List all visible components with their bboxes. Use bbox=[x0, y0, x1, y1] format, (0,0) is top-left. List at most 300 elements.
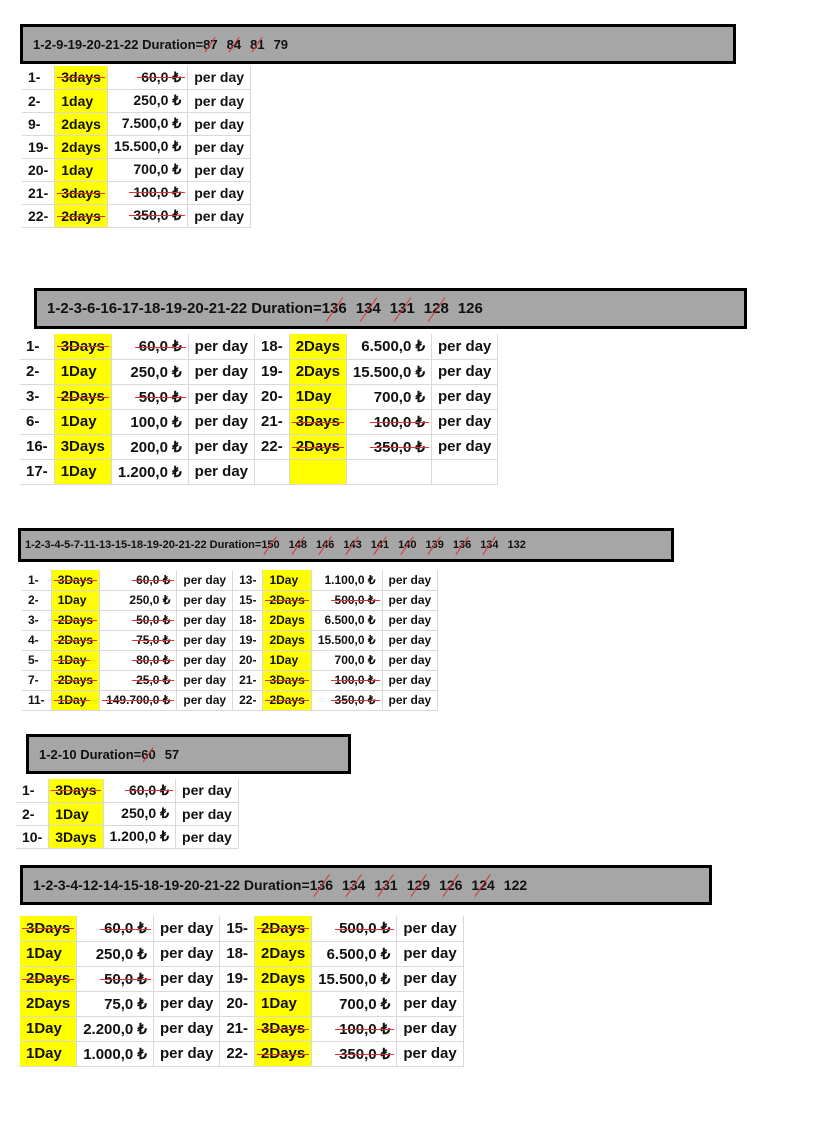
row-number-cell bbox=[233, 670, 263, 690]
duration-value: 81 bbox=[250, 36, 265, 52]
days-value-cell bbox=[263, 670, 311, 690]
price-value: 700,0 ₺ bbox=[373, 388, 426, 406]
duration-value: 139 bbox=[425, 539, 444, 551]
unit-label: per day bbox=[159, 1020, 214, 1037]
unit-label-cell bbox=[397, 966, 463, 991]
price-value-cell bbox=[107, 204, 187, 227]
unit-label-cell bbox=[177, 650, 233, 670]
row-number: 19- bbox=[239, 633, 257, 647]
row-number: 19- bbox=[226, 970, 249, 987]
price-value-cell bbox=[107, 135, 187, 158]
unit-label: per day bbox=[388, 633, 432, 647]
table-row bbox=[20, 459, 498, 484]
row-number-cell bbox=[233, 610, 263, 630]
price-value-cell bbox=[311, 590, 382, 610]
price-value: 350,0 ₺ bbox=[339, 1045, 391, 1063]
price-value-cell bbox=[77, 1041, 154, 1066]
price-value: 50,0 ₺ bbox=[136, 613, 171, 627]
row-number-cell bbox=[255, 384, 290, 409]
unit-label-cell bbox=[153, 966, 219, 991]
row-number-cell bbox=[20, 409, 54, 434]
row-number: 20- bbox=[261, 388, 283, 405]
days-value: 1day bbox=[61, 161, 94, 178]
unit-label-cell bbox=[432, 384, 498, 409]
duration-value: 122 bbox=[503, 877, 528, 893]
unit-label: per day bbox=[438, 363, 492, 380]
unit-label: per day bbox=[438, 413, 492, 430]
days-value: 2days bbox=[61, 207, 101, 224]
row-number: 2- bbox=[28, 593, 39, 607]
price-value: 60,0 ₺ bbox=[138, 338, 182, 356]
unit-label: per day bbox=[403, 1020, 457, 1037]
price-value-cell bbox=[100, 610, 177, 630]
duration-value: 131 bbox=[374, 877, 398, 893]
days-value-cell bbox=[263, 570, 311, 590]
unit-label-cell bbox=[382, 630, 438, 650]
days-value-cell bbox=[20, 991, 77, 1016]
row-number: 22- bbox=[261, 438, 283, 455]
table-row bbox=[20, 384, 498, 409]
table-3-header-label: 1-2-3-4-5-7-11-13-15-18-19-20-21-22 Duration= bbox=[25, 539, 262, 551]
unit-label: per day bbox=[438, 337, 492, 355]
unit-label-cell bbox=[177, 590, 233, 610]
price-value: 6.500,0 ₺ bbox=[324, 613, 376, 627]
row-number-cell bbox=[220, 1016, 255, 1041]
price-value: 60,0 ₺ bbox=[136, 572, 171, 587]
unit-label-cell bbox=[153, 941, 219, 966]
days-value-cell bbox=[289, 434, 346, 459]
row-number-cell bbox=[233, 690, 263, 710]
unit-label-cell bbox=[188, 89, 251, 112]
price-value: 60,0 ₺ bbox=[104, 920, 147, 938]
unit-label: per day bbox=[183, 613, 227, 627]
price-value-cell bbox=[311, 570, 382, 590]
price-value-cell bbox=[312, 966, 397, 991]
table-row bbox=[22, 590, 438, 610]
price-value: 6.500,0 ₺ bbox=[326, 945, 391, 963]
duration-value: 79 bbox=[273, 36, 289, 52]
unit-label-cell bbox=[176, 779, 239, 802]
price-value: 75,0 ₺ bbox=[136, 633, 171, 647]
row-number: 22- bbox=[226, 1045, 249, 1062]
row-number-cell bbox=[22, 630, 51, 650]
price-value: 250,0 ₺ bbox=[95, 945, 147, 963]
table-row bbox=[20, 916, 463, 941]
price-value: 75,0 ₺ bbox=[104, 995, 147, 1013]
unit-label: per day bbox=[388, 593, 432, 607]
price-value: 700,0 ₺ bbox=[133, 161, 182, 177]
days-value: 3Days bbox=[261, 1020, 306, 1037]
days-value: 2Days bbox=[269, 693, 305, 707]
price-value: 100,0 ₺ bbox=[334, 673, 376, 687]
table-3 bbox=[22, 570, 438, 711]
row-number-cell bbox=[22, 204, 55, 227]
days-value-cell bbox=[55, 66, 108, 89]
days-value: 2Days bbox=[261, 970, 306, 987]
row-number-cell bbox=[22, 570, 51, 590]
days-value: 1Day bbox=[57, 653, 87, 667]
days-value-cell bbox=[255, 916, 312, 941]
unit-label-cell bbox=[397, 1041, 463, 1066]
duration-value: 129 bbox=[406, 877, 431, 893]
table-2-durations bbox=[322, 300, 492, 317]
duration-value: 134 bbox=[355, 300, 381, 317]
price-value: 15.500,0 ₺ bbox=[317, 633, 376, 647]
days-value: 1Day bbox=[60, 463, 97, 480]
price-value: 250,0 ₺ bbox=[121, 805, 170, 821]
row-number: 16- bbox=[26, 438, 48, 455]
unit-label-cell bbox=[188, 66, 251, 89]
duration-value: 132 bbox=[507, 539, 526, 551]
days-value: 2Days bbox=[295, 337, 340, 355]
days-value: 2Days bbox=[57, 673, 94, 687]
table-row bbox=[20, 359, 498, 384]
row-number-cell bbox=[22, 66, 55, 89]
unit-label: per day bbox=[403, 919, 457, 937]
table-row bbox=[22, 630, 438, 650]
days-value: 1Day bbox=[269, 572, 299, 587]
price-value: 6.500,0 ₺ bbox=[361, 338, 426, 356]
days-value-cell bbox=[263, 590, 311, 610]
unit-label: per day bbox=[183, 693, 227, 707]
unit-label-cell bbox=[382, 670, 438, 690]
table-row bbox=[16, 779, 238, 802]
duration-value: 128 bbox=[423, 300, 449, 317]
unit-label: per day bbox=[194, 184, 245, 201]
days-value-cell bbox=[55, 204, 108, 227]
price-value: 2.200,0 ₺ bbox=[83, 1020, 147, 1038]
row-number-cell bbox=[22, 610, 51, 630]
days-value: 2Days bbox=[261, 945, 306, 962]
unit-label-cell bbox=[397, 1016, 463, 1041]
days-value: 2days bbox=[61, 115, 101, 132]
price-value-cell bbox=[100, 630, 177, 650]
unit-label: per day bbox=[388, 613, 432, 627]
unit-label: per day bbox=[182, 828, 232, 845]
row-number-cell bbox=[220, 1041, 255, 1066]
table-row bbox=[20, 1041, 463, 1066]
row-number-cell bbox=[233, 650, 263, 670]
days-value-cell bbox=[54, 409, 111, 434]
row-number: 19- bbox=[28, 138, 49, 155]
unit-label: per day bbox=[194, 388, 249, 405]
table-2 bbox=[20, 334, 498, 485]
days-value-cell bbox=[289, 409, 346, 434]
duration-value: 148 bbox=[288, 539, 308, 551]
days-value: 2Days bbox=[269, 633, 305, 647]
unit-label-cell bbox=[432, 359, 498, 384]
row-number: 20- bbox=[28, 161, 49, 178]
unit-label-cell bbox=[188, 384, 254, 409]
days-value-cell bbox=[54, 434, 111, 459]
price-value-cell bbox=[312, 941, 397, 966]
duration-value: 143 bbox=[343, 539, 362, 551]
unit-label-cell bbox=[153, 1016, 219, 1041]
price-value: 250,0 ₺ bbox=[133, 92, 182, 108]
unit-label-cell bbox=[177, 630, 233, 650]
row-number-cell bbox=[22, 158, 55, 181]
unit-label-cell bbox=[188, 334, 254, 359]
days-value-cell bbox=[255, 966, 312, 991]
price-value-cell bbox=[77, 916, 154, 941]
days-value-cell bbox=[55, 135, 108, 158]
row-number: 20- bbox=[239, 653, 257, 667]
days-value: 1Day bbox=[295, 388, 332, 405]
days-value-cell bbox=[51, 690, 99, 710]
duration-value: 131 bbox=[389, 300, 415, 317]
unit-label-cell bbox=[188, 459, 254, 484]
price-value: 1.200,0 ₺ bbox=[117, 463, 182, 481]
days-value: 3Days bbox=[295, 413, 340, 430]
price-value: 60,0 ₺ bbox=[141, 68, 182, 85]
table-4-header-label: 1-2-10 Duration= bbox=[39, 746, 142, 762]
days-value: 2Days bbox=[57, 633, 94, 647]
row-number: 15- bbox=[239, 593, 257, 607]
price-value-cell bbox=[103, 825, 176, 848]
table-5 bbox=[20, 916, 464, 1067]
days-value: 2days bbox=[61, 138, 101, 155]
days-value: 3Days bbox=[60, 438, 105, 455]
duration-value: 87 bbox=[203, 36, 218, 52]
unit-label: per day bbox=[194, 92, 245, 109]
unit-label-cell bbox=[177, 610, 233, 630]
table-5-durations bbox=[310, 877, 537, 893]
days-value-cell bbox=[51, 650, 99, 670]
table-row bbox=[22, 135, 251, 158]
table-row bbox=[20, 966, 463, 991]
row-number: 17- bbox=[26, 463, 48, 480]
row-number: 1- bbox=[28, 69, 41, 86]
days-value-cell bbox=[49, 802, 103, 825]
unit-label-cell bbox=[176, 802, 239, 825]
row-number-cell bbox=[22, 590, 51, 610]
table-4-header bbox=[26, 734, 351, 774]
row-number: 21- bbox=[28, 184, 49, 201]
days-value: 2Days bbox=[261, 919, 306, 937]
price-value: 350,0 ₺ bbox=[334, 693, 376, 707]
unit-label-cell bbox=[153, 1041, 219, 1066]
table-row bbox=[20, 1016, 463, 1041]
duration-value: 134 bbox=[480, 539, 499, 551]
table-row bbox=[22, 570, 438, 590]
days-value: 3Days bbox=[26, 919, 71, 937]
unit-label: per day bbox=[438, 438, 492, 455]
price-value-cell bbox=[103, 779, 176, 802]
row-number-cell bbox=[22, 112, 55, 135]
price-value-cell bbox=[312, 1016, 397, 1041]
row-number-cell bbox=[255, 409, 290, 434]
days-value: 1Day bbox=[26, 1020, 62, 1037]
days-value-cell bbox=[20, 1041, 77, 1066]
row-number-cell bbox=[220, 916, 255, 941]
row-number-cell bbox=[255, 434, 290, 459]
row-number-cell bbox=[255, 334, 290, 359]
price-value: 100,0 ₺ bbox=[133, 184, 182, 200]
price-value: 15.500,0 ₺ bbox=[352, 363, 426, 381]
price-value-cell bbox=[107, 181, 187, 204]
price-value-cell bbox=[111, 409, 188, 434]
price-value: 250,0 ₺ bbox=[129, 593, 171, 607]
unit-label-cell bbox=[397, 916, 463, 941]
price-value-cell bbox=[111, 334, 188, 359]
unit-label-cell bbox=[176, 825, 239, 848]
unit-label-cell bbox=[432, 459, 498, 484]
table-row bbox=[22, 204, 251, 227]
price-value: 50,0 ₺ bbox=[138, 388, 182, 406]
price-value-cell bbox=[100, 690, 177, 710]
days-value: 3days bbox=[61, 184, 101, 201]
unit-label-cell bbox=[188, 135, 251, 158]
duration-value: 124 bbox=[471, 877, 495, 893]
price-value: 7.500,0 ₺ bbox=[121, 115, 182, 131]
duration-value: 141 bbox=[370, 539, 390, 551]
unit-label: per day bbox=[403, 945, 457, 962]
row-number-cell bbox=[220, 966, 255, 991]
days-value: 2Days bbox=[295, 438, 340, 455]
price-value-cell bbox=[311, 630, 382, 650]
days-value-cell bbox=[289, 384, 346, 409]
row-number: 21- bbox=[239, 673, 257, 687]
price-value: 500,0 ₺ bbox=[334, 593, 376, 607]
duration-value: 146 bbox=[316, 539, 335, 551]
row-number: 22- bbox=[239, 693, 257, 707]
table-4-durations bbox=[141, 747, 188, 762]
unit-label: per day bbox=[183, 653, 227, 667]
price-value: 15.500,0 ₺ bbox=[318, 970, 391, 988]
unit-label: per day bbox=[194, 337, 249, 355]
days-value: 3days bbox=[61, 69, 101, 86]
table-1-durations bbox=[203, 37, 297, 52]
days-value: 1day bbox=[61, 92, 94, 109]
unit-label-cell bbox=[153, 916, 219, 941]
row-number: 19- bbox=[261, 363, 283, 380]
days-value-cell bbox=[51, 610, 99, 630]
table-4 bbox=[16, 779, 239, 849]
days-value: 1Day bbox=[57, 593, 87, 607]
row-number: 21- bbox=[226, 1020, 249, 1037]
table-row bbox=[22, 670, 438, 690]
row-number-cell bbox=[20, 459, 54, 484]
unit-label: per day bbox=[194, 115, 245, 132]
unit-label: per day bbox=[403, 995, 457, 1012]
table-row bbox=[16, 825, 238, 848]
table-row bbox=[22, 158, 251, 181]
row-number: 4- bbox=[28, 633, 39, 647]
row-number: 22- bbox=[28, 207, 49, 224]
unit-label: per day bbox=[182, 782, 232, 799]
row-number: 2- bbox=[22, 805, 35, 822]
row-number-cell bbox=[20, 334, 54, 359]
table-row bbox=[20, 409, 498, 434]
days-value: 1Day bbox=[26, 945, 62, 962]
unit-label-cell bbox=[188, 181, 251, 204]
row-number-cell bbox=[20, 434, 54, 459]
price-value: 60,0 ₺ bbox=[128, 781, 170, 798]
days-value: 2Days bbox=[26, 995, 71, 1012]
price-value: 149.700,0 ₺ bbox=[106, 693, 171, 707]
unit-label-cell bbox=[188, 158, 251, 181]
table-row bbox=[20, 991, 463, 1016]
days-value-cell bbox=[289, 359, 346, 384]
price-value: 15.500,0 ₺ bbox=[113, 138, 182, 154]
row-number: 5- bbox=[28, 653, 39, 667]
days-value-cell bbox=[255, 941, 312, 966]
days-value-cell bbox=[263, 690, 311, 710]
unit-label: per day bbox=[194, 413, 249, 430]
unit-label: per day bbox=[388, 693, 432, 707]
price-value-cell bbox=[77, 941, 154, 966]
row-number-cell bbox=[220, 941, 255, 966]
unit-label: per day bbox=[194, 363, 249, 380]
price-value-cell bbox=[77, 991, 154, 1016]
row-number: 18- bbox=[226, 945, 249, 962]
unit-label-cell bbox=[382, 570, 438, 590]
price-value-cell bbox=[311, 610, 382, 630]
price-value-cell bbox=[311, 690, 382, 710]
row-number-cell bbox=[255, 459, 290, 484]
unit-label: per day bbox=[388, 653, 432, 667]
days-value-cell bbox=[255, 1041, 312, 1066]
unit-label: per day bbox=[194, 438, 249, 455]
unit-label: per day bbox=[159, 945, 214, 962]
unit-label-cell bbox=[188, 434, 254, 459]
unit-label: per day bbox=[388, 572, 432, 587]
days-value-cell bbox=[51, 590, 99, 610]
table-row bbox=[22, 89, 251, 112]
days-value-cell bbox=[289, 334, 346, 359]
row-number-cell bbox=[220, 991, 255, 1016]
price-value: 50,0 ₺ bbox=[104, 970, 147, 988]
days-value-cell bbox=[289, 459, 346, 484]
days-value-cell bbox=[263, 630, 311, 650]
price-value: 1.100,0 ₺ bbox=[324, 572, 376, 587]
duration-value: 136 bbox=[321, 300, 347, 317]
days-value-cell bbox=[255, 1016, 312, 1041]
row-number-cell bbox=[22, 135, 55, 158]
price-value-cell bbox=[107, 89, 187, 112]
days-value: 1Day bbox=[261, 995, 297, 1012]
unit-label: per day bbox=[159, 995, 214, 1012]
price-value: 700,0 ₺ bbox=[339, 995, 391, 1013]
price-value: 25,0 ₺ bbox=[136, 673, 171, 687]
table-row bbox=[22, 610, 438, 630]
row-number: 2- bbox=[26, 363, 40, 380]
table-2-header bbox=[34, 288, 747, 329]
unit-label: per day bbox=[159, 1045, 214, 1062]
price-value: 1.200,0 ₺ bbox=[109, 828, 170, 844]
unit-label-cell bbox=[188, 112, 251, 135]
price-value-cell bbox=[111, 384, 188, 409]
row-number-cell bbox=[20, 359, 54, 384]
unit-label: per day bbox=[438, 388, 492, 405]
table-row bbox=[22, 650, 438, 670]
row-number: 1- bbox=[22, 782, 35, 799]
duration-value: 134 bbox=[341, 877, 366, 893]
table-2-header-label: 1-2-3-6-16-17-18-19-20-21-22 Duration= bbox=[47, 300, 322, 317]
row-number-cell bbox=[16, 802, 49, 825]
price-value-cell bbox=[346, 434, 431, 459]
unit-label-cell bbox=[188, 204, 251, 227]
days-value: 2Days bbox=[295, 363, 340, 380]
row-number: 13- bbox=[239, 572, 257, 587]
days-value-cell bbox=[51, 630, 99, 650]
duration-value: 140 bbox=[398, 539, 417, 551]
table-5-header-label: 1-2-3-4-12-14-15-18-19-20-21-22 Duration= bbox=[33, 877, 310, 893]
row-number: 6- bbox=[26, 413, 40, 430]
days-value: 1Day bbox=[57, 693, 87, 707]
unit-label: per day bbox=[194, 207, 245, 224]
price-value-cell bbox=[100, 670, 177, 690]
